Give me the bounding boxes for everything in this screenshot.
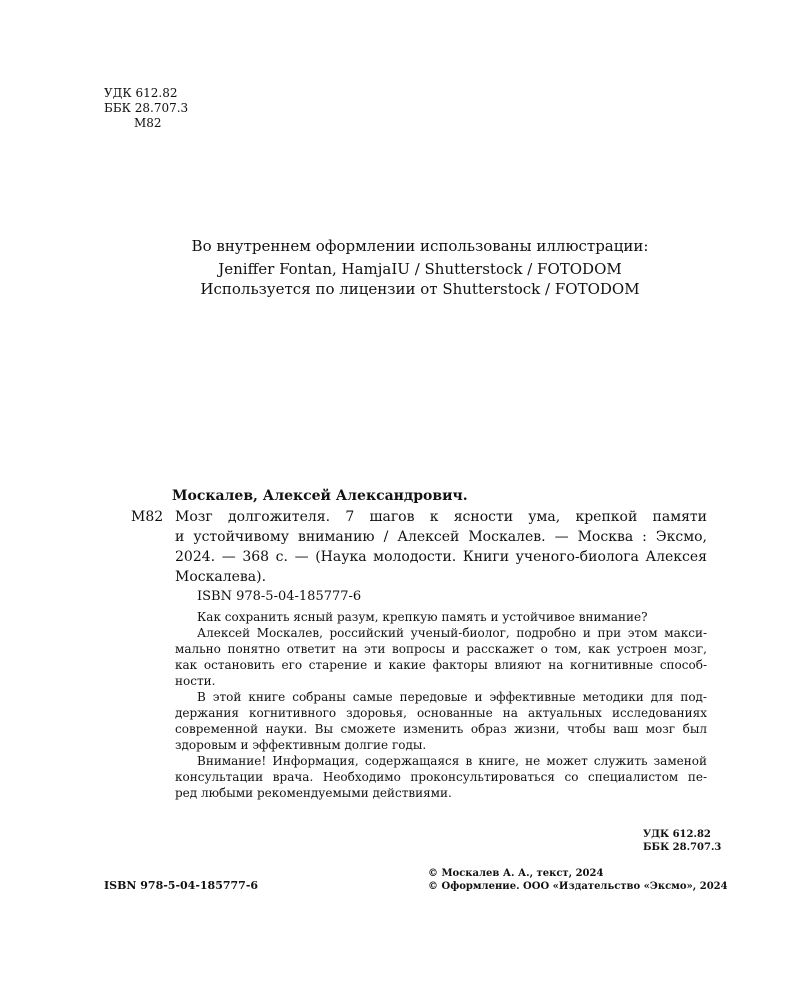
annotation-line: держания когнитивного здоровья, основанные на актуальных исследованиях — [175, 706, 707, 720]
biblio-line: 2024. — 368 с. — (Наука молодости. Книги ученого-биолога Алексея — [175, 549, 707, 565]
author-heading: Москалев, Алексей Александрович. — [172, 488, 468, 504]
footer-isbn: ISBN 978-5-04-185777-6 — [104, 879, 259, 892]
author-mark: М82 — [134, 116, 162, 130]
biblio-line: Москалева). — [175, 569, 267, 585]
copyright-text: © Москалев А. А., текст, 2024 — [428, 868, 604, 879]
illustrations-license: Используется по лицензии от Shutterstock / FOTODOM — [200, 280, 640, 298]
annotation-line: мально понятно ответит на эти вопросы и расскажет о том, как устроен мозг, — [175, 642, 707, 656]
illustrations-credit — [0, 237, 800, 300]
classification-top — [104, 86, 188, 131]
record-isbn: ISBN 978-5-04-185777-6 — [197, 589, 362, 604]
annotation-line: В этой книге собраны самые передовые и эффективные методики для под- — [197, 690, 707, 704]
illustrations-intro: Во внутреннем оформлении использованы иллюстрации: — [191, 237, 649, 255]
annotation-line: Как сохранить ясный разум, крепкую память и устойчивое внимание? — [197, 610, 648, 624]
bibliographic-record — [175, 507, 707, 587]
biblio-line: Мозг долгожителя. 7 шагов к ясности ума, крепкой памяти — [175, 509, 707, 525]
classification-bottom — [643, 828, 721, 854]
annotation-line: Внимание! Информация, содержащаяся в книге, не может служить заменой — [197, 754, 707, 768]
illustrations-credits: Jeniffer Fontan, HamjaIU / Shutterstock / FOTODOM — [218, 260, 622, 278]
copyright-design: © Оформление. ООО «Издательство «Эксмо», 2024 — [428, 881, 728, 892]
bbk-code: ББК 28.707.3 — [104, 101, 189, 115]
annotation-line: как остановить его старение и какие факторы влияют на когнитивные способ- — [175, 658, 707, 672]
bbk-code-bottom: ББК 28.707.3 — [643, 842, 722, 853]
copyright-block — [428, 867, 728, 893]
annotation-line: консультации врача. Необходимо проконсультироваться со специалистом пе- — [175, 770, 707, 784]
udk-code: УДК 612.82 — [104, 86, 178, 100]
annotation-line: ред любыми рекомендуемыми действиями. — [175, 786, 452, 800]
annotation-line: современной науки. Вы сможете изменить образ жизни, чтобы ваш мозг был — [175, 722, 707, 736]
annotation-line: ности. — [175, 674, 216, 688]
biblio-line: и устойчивому вниманию / Алексей Москалев. — Москва : Эксмо, — [175, 529, 707, 545]
annotation-line: здоровым и эффективным долгие годы. — [175, 738, 427, 752]
annotation — [175, 609, 707, 801]
record-author-mark: М82 — [131, 509, 164, 525]
annotation-line: Алексей Москалев, российский ученый-биолог, подробно и при этом макси- — [197, 626, 707, 640]
udk-code-bottom: УДК 612.82 — [643, 829, 711, 840]
